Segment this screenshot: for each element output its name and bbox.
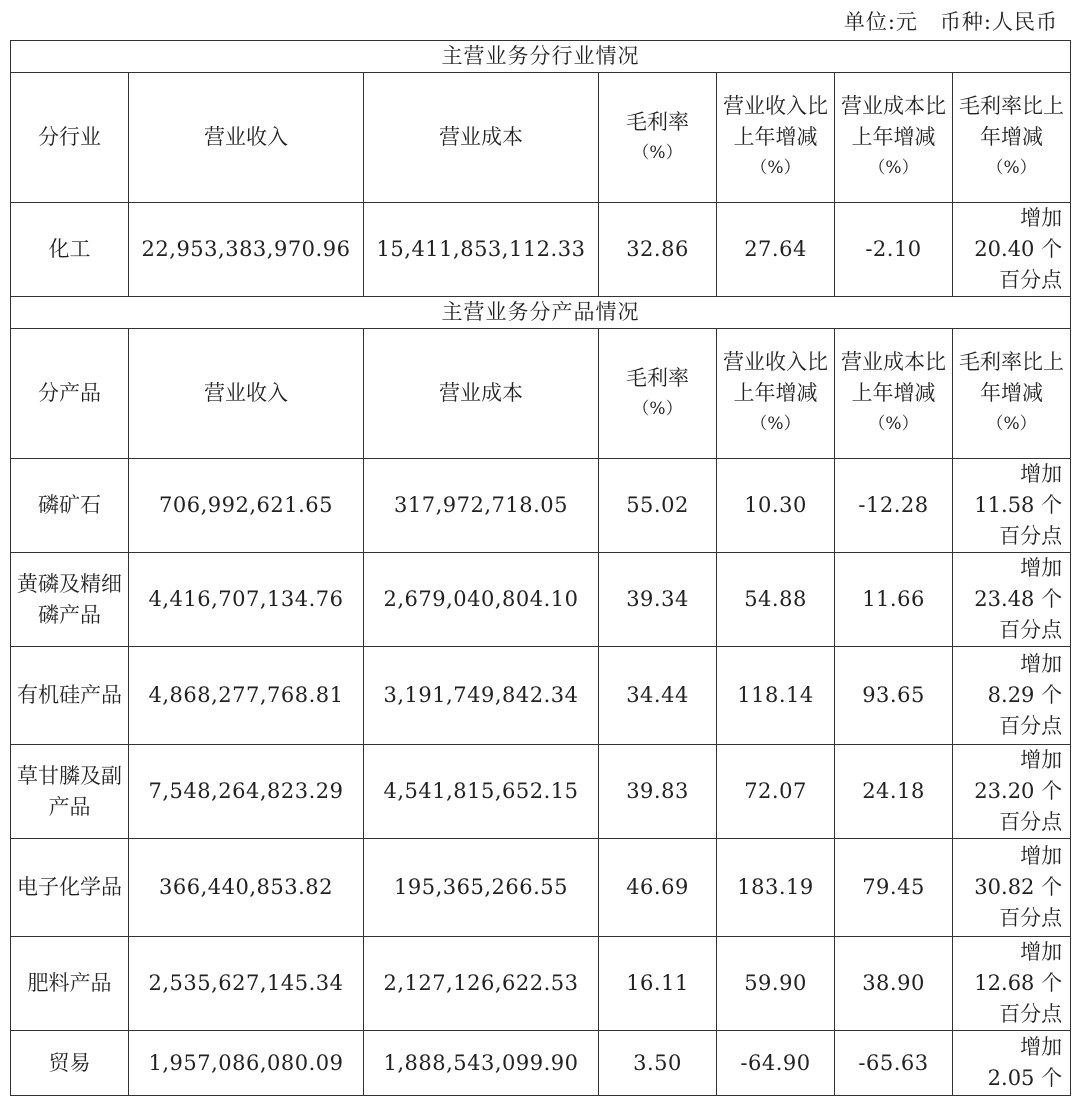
table-row: [11, 459, 1071, 553]
row-margin: 46.69: [599, 839, 717, 937]
header-industry: 分行业: [11, 73, 129, 203]
row-margin-change: 增加 2.05 个: [953, 1031, 1071, 1096]
row-cost-change: 93.65: [835, 647, 953, 745]
row-revenue-change: 10.30: [717, 459, 835, 553]
row-cost: 4,541,815,652.15: [364, 745, 599, 839]
table-row: [11, 553, 1071, 647]
row-cost: 317,972,718.05: [364, 459, 599, 553]
header-cost: 营业成本: [364, 73, 599, 203]
row-name: 电子化学品: [11, 839, 129, 937]
industry-section-row: [11, 41, 1071, 73]
row-cost: 15,411,853,112.33: [364, 203, 599, 297]
row-margin: 34.44: [599, 647, 717, 745]
row-revenue: 2,535,627,145.34: [129, 937, 364, 1031]
row-name: 化工: [11, 203, 129, 297]
row-revenue: 706,992,621.65: [129, 459, 364, 553]
business-segment-table: [10, 40, 1071, 1096]
header-revenue: 营业收入: [129, 329, 364, 459]
row-cost-change: -65.63: [835, 1031, 953, 1096]
row-name: 黄磷及精细磷产品: [11, 553, 129, 647]
row-revenue-change: 54.88: [717, 553, 835, 647]
row-name: 肥料产品: [11, 937, 129, 1031]
row-margin-change: 增加 8.29 个 百分点: [953, 647, 1071, 745]
row-margin-change: 增加 23.20 个 百分点: [953, 745, 1071, 839]
table-row: [11, 839, 1071, 937]
row-revenue: 366,440,853.82: [129, 839, 364, 937]
row-revenue-change: 118.14: [717, 647, 835, 745]
product-header-row: [11, 329, 1071, 459]
header-revenue-change: 营业收入比上年增减 （%）: [717, 329, 835, 459]
table-row: [11, 745, 1071, 839]
row-cost-change: 79.45: [835, 839, 953, 937]
row-cost-change: 11.66: [835, 553, 953, 647]
unit-currency-label: 单位:元 币种:人民币: [843, 10, 1058, 34]
industry-header-row: [11, 73, 1071, 203]
row-margin-change: 增加 23.48 个 百分点: [953, 553, 1071, 647]
row-name: 贸易: [11, 1031, 129, 1096]
header-margin-change: 毛利率比上年增减 （%）: [953, 73, 1071, 203]
row-margin: 55.02: [599, 459, 717, 553]
table-row: [11, 937, 1071, 1031]
row-cost: 2,679,040,804.10: [364, 553, 599, 647]
row-margin-change: 增加 12.68 个 百分点: [953, 937, 1071, 1031]
row-cost: 3,191,749,842.34: [364, 647, 599, 745]
row-revenue: 4,416,707,134.76: [129, 553, 364, 647]
header-revenue: 营业收入: [129, 73, 364, 203]
industry-section-title: 主营业务分行业情况: [11, 41, 1071, 73]
row-name: 有机硅产品: [11, 647, 129, 745]
header-gross-margin: 毛利率 （%）: [599, 329, 717, 459]
row-revenue: 1,957,086,080.09: [129, 1031, 364, 1096]
table-row: [11, 1031, 1071, 1096]
row-revenue-change: 183.19: [717, 839, 835, 937]
row-margin: 32.86: [599, 203, 717, 297]
row-cost: 195,365,266.55: [364, 839, 599, 937]
row-revenue-change: -64.90: [717, 1031, 835, 1096]
row-margin: 16.11: [599, 937, 717, 1031]
row-name: 磷矿石: [11, 459, 129, 553]
row-cost-change: -12.28: [835, 459, 953, 553]
header-revenue-change: 营业收入比上年增减 （%）: [717, 73, 835, 203]
row-revenue: 7,548,264,823.29: [129, 745, 364, 839]
row-revenue-change: 27.64: [717, 203, 835, 297]
table-row: [11, 647, 1071, 745]
row-name: 草甘膦及副产品: [11, 745, 129, 839]
product-section-row: [11, 297, 1071, 329]
row-revenue: 22,953,383,970.96: [129, 203, 364, 297]
row-margin: 39.83: [599, 745, 717, 839]
row-revenue-change: 59.90: [717, 937, 835, 1031]
row-margin-change: 增加 11.58 个 百分点: [953, 459, 1071, 553]
header-cost: 营业成本: [364, 329, 599, 459]
header-cost-change: 营业成本比上年增减 （%）: [835, 329, 953, 459]
table-row: [11, 203, 1071, 297]
header-margin-change: 毛利率比上年增减 （%）: [953, 329, 1071, 459]
row-cost-change: 24.18: [835, 745, 953, 839]
row-margin: 3.50: [599, 1031, 717, 1096]
row-margin: 39.34: [599, 553, 717, 647]
header-cost-change: 营业成本比上年增减 （%）: [835, 73, 953, 203]
row-cost-change: -2.10: [835, 203, 953, 297]
product-section-title: 主营业务分产品情况: [11, 297, 1071, 329]
row-revenue: 4,868,277,768.81: [129, 647, 364, 745]
row-margin-change: 增加 30.82 个 百分点: [953, 839, 1071, 937]
header-gross-margin: 毛利率 （%）: [599, 73, 717, 203]
row-revenue-change: 72.07: [717, 745, 835, 839]
row-cost-change: 38.90: [835, 937, 953, 1031]
row-cost: 2,127,126,622.53: [364, 937, 599, 1031]
header-product: 分产品: [11, 329, 129, 459]
row-margin-change: 增加 20.40 个 百分点: [953, 203, 1071, 297]
row-cost: 1,888,543,099.90: [364, 1031, 599, 1096]
